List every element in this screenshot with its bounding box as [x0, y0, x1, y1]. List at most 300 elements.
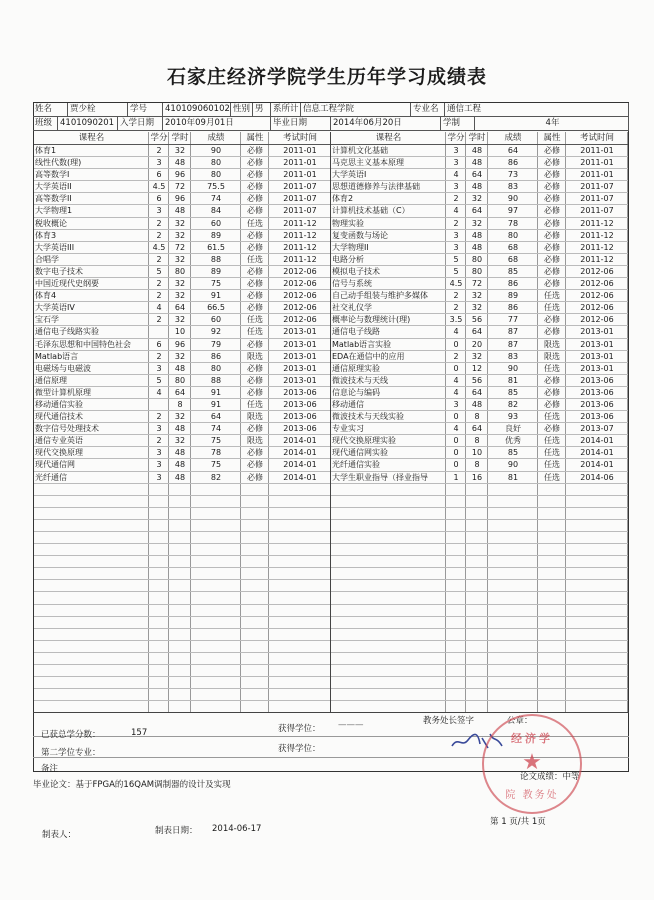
course-name	[331, 677, 446, 688]
course-time: 2014-01	[269, 472, 331, 483]
course-score	[191, 701, 241, 712]
course-name: Matlab语言	[34, 351, 149, 362]
course-hours: 32	[466, 193, 488, 204]
course-score: 91	[191, 290, 241, 301]
gender-label: 性别	[231, 103, 253, 117]
course-type	[538, 508, 566, 519]
course-type	[538, 617, 566, 628]
course-hours	[169, 701, 191, 712]
course-credit	[149, 568, 169, 579]
course-row	[331, 278, 628, 290]
course-credit: 3	[149, 205, 169, 216]
course-hours	[466, 580, 488, 591]
course-hours	[466, 532, 488, 543]
course-row	[331, 205, 628, 217]
course-name: 概率论与数理统计(理)	[331, 314, 446, 325]
course-type	[241, 580, 269, 591]
course-time	[566, 641, 628, 652]
course-name: 现代交换原理	[34, 447, 149, 458]
course-name	[331, 653, 446, 664]
course-type: 限选	[241, 411, 269, 422]
course-time	[269, 580, 331, 591]
course-score: 75	[191, 435, 241, 446]
right-course-rows	[331, 145, 628, 713]
course-score	[191, 689, 241, 700]
course-name: 高等数学I	[34, 169, 149, 180]
course-hours	[169, 544, 191, 555]
course-name	[34, 580, 149, 591]
course-hours: 32	[169, 290, 191, 301]
department: 信息工程学院	[301, 103, 411, 117]
course-name	[34, 568, 149, 579]
course-type: 必修	[538, 157, 566, 168]
course-name	[34, 653, 149, 664]
course-hours	[466, 689, 488, 700]
course-credit: 2	[446, 290, 466, 301]
course-type	[538, 496, 566, 507]
course-row	[34, 326, 331, 338]
course-credit: 4	[446, 205, 466, 216]
course-credit	[446, 605, 466, 616]
course-credit: 3	[446, 181, 466, 192]
course-time: 2014-01	[269, 459, 331, 470]
course-time: 2014-01	[269, 435, 331, 446]
course-name	[34, 617, 149, 628]
course-time	[269, 605, 331, 616]
course-score	[488, 689, 538, 700]
class-number: 4101090201	[58, 117, 118, 131]
course-hours: 8	[466, 459, 488, 470]
course-score: 91	[191, 399, 241, 410]
course-credit: 3	[149, 459, 169, 470]
course-time: 2014-01	[566, 447, 628, 458]
course-name: 税收概论	[34, 218, 149, 229]
course-row	[34, 351, 331, 363]
course-hours: 48	[169, 472, 191, 483]
course-hours: 64	[466, 169, 488, 180]
course-name: 通信原理	[34, 375, 149, 386]
course-hours: 10	[466, 447, 488, 458]
course-type: 必修	[241, 169, 269, 180]
course-score: 78	[488, 218, 538, 229]
course-type: 必修	[538, 169, 566, 180]
course-time: 2013-01	[269, 375, 331, 386]
course-type: 任选	[538, 302, 566, 313]
course-time: 2013-06	[269, 423, 331, 434]
course-name	[331, 496, 446, 507]
course-name: 大学物理1	[34, 205, 149, 216]
course-type: 必修	[241, 181, 269, 192]
course-time: 2011-12	[269, 254, 331, 265]
course-time: 2012-06	[566, 314, 628, 325]
course-credit: 2	[446, 302, 466, 313]
course-name: 大学英语I	[331, 169, 446, 180]
course-hours	[466, 641, 488, 652]
course-name: 微波技术与天线	[331, 375, 446, 386]
course-row	[331, 677, 628, 689]
course-row	[34, 508, 331, 520]
course-type	[538, 629, 566, 640]
course-time	[566, 689, 628, 700]
course-name: 复变函数与场论	[331, 230, 446, 241]
course-credit: 3	[149, 423, 169, 434]
course-hours: 96	[169, 169, 191, 180]
course-name: 通信专业英语	[34, 435, 149, 446]
course-credit	[149, 484, 169, 495]
course-type: 必修	[538, 145, 566, 156]
course-time: 2014-01	[566, 435, 628, 446]
course-type: 必修	[241, 339, 269, 350]
official-seal	[482, 714, 582, 814]
course-name	[34, 701, 149, 712]
dept-label: 系所计	[271, 103, 301, 117]
course-hours	[466, 544, 488, 555]
right-course-table	[331, 132, 628, 713]
course-credit: 2	[149, 218, 169, 229]
course-credit: 4.5	[446, 278, 466, 289]
course-credit	[446, 701, 466, 712]
course-name: 微型计算机原理	[34, 387, 149, 398]
course-hours: 32	[169, 230, 191, 241]
major-label: 专业名	[411, 103, 445, 117]
course-score: 81	[488, 472, 538, 483]
course-name: 大学英语II	[34, 181, 149, 192]
course-time: 2011-07	[269, 181, 331, 192]
course-type: 任选	[241, 254, 269, 265]
course-credit	[149, 399, 169, 410]
course-score: 86	[488, 278, 538, 289]
course-hours	[169, 484, 191, 495]
course-type: 任选	[538, 459, 566, 470]
course-row	[331, 496, 628, 508]
col-course: 课程名	[331, 132, 446, 144]
course-row	[34, 556, 331, 568]
office-signature-label: 教务处长签字	[423, 716, 475, 726]
course-row	[331, 423, 628, 435]
course-type: 限选	[538, 339, 566, 350]
course-time: 2011-01	[566, 145, 628, 156]
course-type	[241, 677, 269, 688]
course-time: 2014-01	[566, 459, 628, 470]
course-row	[34, 580, 331, 592]
course-row	[34, 423, 331, 435]
thesis-grade: 论文成绩：中等	[520, 772, 580, 782]
course-hours: 80	[169, 266, 191, 277]
course-hours	[466, 653, 488, 664]
course-credit: 4	[446, 326, 466, 337]
course-type	[538, 544, 566, 555]
course-row	[331, 181, 628, 193]
course-credit	[446, 544, 466, 555]
course-row	[34, 181, 331, 193]
course-score	[191, 605, 241, 616]
thesis-title: 基于FPGA的16QAM调制器的设计及实现	[75, 780, 231, 790]
course-credit: 0	[446, 447, 466, 458]
course-hours: 48	[169, 459, 191, 470]
course-time	[566, 605, 628, 616]
course-hours	[466, 568, 488, 579]
course-score	[488, 496, 538, 507]
course-hours: 64	[169, 387, 191, 398]
course-hours: 32	[169, 351, 191, 362]
course-score: 92	[191, 326, 241, 337]
course-type: 限选	[538, 351, 566, 362]
course-name: 专业实习	[331, 423, 446, 434]
course-type: 必修	[241, 387, 269, 398]
course-time	[566, 568, 628, 579]
course-time: 2012-06	[566, 266, 628, 277]
course-hours: 48	[169, 447, 191, 458]
course-row	[34, 339, 331, 351]
course-credit	[149, 653, 169, 664]
remark-label: 备注	[41, 764, 59, 774]
course-time: 2012-06	[269, 266, 331, 277]
course-score: 60	[191, 218, 241, 229]
course-time	[566, 677, 628, 688]
course-credit: 0	[446, 363, 466, 374]
course-credit: 5	[446, 254, 466, 265]
course-name: 体育2	[331, 193, 446, 204]
course-hours	[466, 665, 488, 676]
course-score	[488, 568, 538, 579]
course-score	[191, 617, 241, 628]
course-time: 2011-12	[566, 230, 628, 241]
course-row	[331, 653, 628, 665]
course-type	[241, 689, 269, 700]
course-row	[34, 375, 331, 387]
course-type: 必修	[241, 423, 269, 434]
course-name	[34, 520, 149, 531]
course-row	[34, 302, 331, 314]
course-type: 任选	[241, 314, 269, 325]
course-name	[331, 617, 446, 628]
course-name: 模拟电子技术	[331, 266, 446, 277]
left-course-rows	[34, 145, 331, 713]
course-score	[191, 532, 241, 543]
course-row	[34, 520, 331, 532]
course-type: 任选	[241, 218, 269, 229]
course-type: 必修	[241, 278, 269, 289]
course-name: EDA在通信中的应用	[331, 351, 446, 362]
course-row	[331, 459, 628, 471]
course-time: 2012-06	[566, 302, 628, 313]
course-row	[34, 641, 331, 653]
course-time: 2013-01	[566, 363, 628, 374]
course-hours: 48	[466, 181, 488, 192]
course-hours	[466, 629, 488, 640]
course-time: 2014-06	[566, 472, 628, 483]
course-name	[34, 605, 149, 616]
course-name: 移动通信	[331, 399, 446, 410]
course-name: 光纤通信	[34, 472, 149, 483]
course-row	[34, 411, 331, 423]
grad-date: 2014年06月20日	[331, 117, 441, 131]
course-name	[34, 544, 149, 555]
course-type	[241, 701, 269, 712]
course-credit: 0	[446, 339, 466, 350]
course-time	[566, 556, 628, 567]
course-time: 2011-12	[269, 242, 331, 253]
course-credit: 2	[149, 435, 169, 446]
course-hours: 8	[466, 435, 488, 446]
course-row	[331, 641, 628, 653]
course-time: 2013-01	[269, 351, 331, 362]
course-type	[538, 556, 566, 567]
seal-top-text: 经济学	[511, 732, 553, 745]
course-type	[241, 641, 269, 652]
course-time	[269, 617, 331, 628]
course-type	[241, 592, 269, 603]
course-credit: 6	[149, 169, 169, 180]
course-score: 73	[488, 169, 538, 180]
course-name	[34, 641, 149, 652]
course-hours	[169, 617, 191, 628]
course-type	[538, 592, 566, 603]
course-row	[34, 193, 331, 205]
course-score: 85	[488, 387, 538, 398]
course-type	[241, 665, 269, 676]
course-hours: 32	[169, 314, 191, 325]
course-name	[331, 508, 446, 519]
course-score	[488, 580, 538, 591]
course-score	[488, 592, 538, 603]
course-name	[331, 568, 446, 579]
right-column-header	[331, 132, 628, 145]
course-score: 60	[191, 314, 241, 325]
course-row	[331, 326, 628, 338]
course-name: 大学英语III	[34, 242, 149, 253]
course-type	[241, 508, 269, 519]
course-score: 82	[488, 399, 538, 410]
course-type	[241, 653, 269, 664]
course-score: 80	[488, 230, 538, 241]
course-credit: 4	[446, 387, 466, 398]
course-time: 2013-01	[269, 363, 331, 374]
course-row	[34, 472, 331, 484]
course-hours: 72	[169, 242, 191, 253]
course-hours: 48	[466, 399, 488, 410]
course-time: 2013-06	[269, 399, 331, 410]
course-time: 2013-01	[269, 339, 331, 350]
course-score: 78	[191, 447, 241, 458]
course-name	[331, 520, 446, 531]
course-credit: 4	[446, 375, 466, 386]
course-type: 必修	[241, 363, 269, 374]
course-hours	[466, 605, 488, 616]
course-score: 优秀	[488, 435, 538, 446]
course-score: 84	[191, 205, 241, 216]
course-name: 数字信号处理技术	[34, 423, 149, 434]
course-credit	[446, 532, 466, 543]
course-credit: 3	[149, 363, 169, 374]
course-credit: 3	[446, 145, 466, 156]
course-hours: 32	[169, 435, 191, 446]
course-credit: 3	[446, 242, 466, 253]
course-time	[566, 520, 628, 531]
col-type: 属性	[538, 132, 566, 144]
course-time: 2011-12	[269, 230, 331, 241]
course-type: 必修	[538, 218, 566, 229]
page-title: 石家庄经济学院学生历年学习成绩表	[166, 66, 487, 88]
course-type	[538, 605, 566, 616]
course-name: 通信原理实验	[331, 363, 446, 374]
course-score: 90	[191, 145, 241, 156]
course-type: 必修	[538, 399, 566, 410]
course-hours	[169, 556, 191, 567]
course-time	[269, 484, 331, 495]
course-type	[538, 677, 566, 688]
course-time	[566, 592, 628, 603]
course-hours: 48	[169, 423, 191, 434]
course-credit	[149, 629, 169, 640]
course-type: 必修	[538, 314, 566, 325]
course-row	[34, 254, 331, 266]
course-time: 2012-06	[566, 278, 628, 289]
course-score	[191, 592, 241, 603]
course-score: 93	[488, 411, 538, 422]
course-row	[331, 254, 628, 266]
thesis-label: 毕业论文：	[33, 780, 76, 790]
course-credit: 3	[149, 472, 169, 483]
course-name: 毛泽东思想和中国特色社会	[34, 339, 149, 350]
course-row	[331, 314, 628, 326]
course-hours: 32	[466, 351, 488, 362]
course-row	[34, 665, 331, 677]
course-hours	[169, 677, 191, 688]
course-credit: 2	[149, 145, 169, 156]
course-credit	[446, 520, 466, 531]
course-type	[241, 605, 269, 616]
course-row	[331, 242, 628, 254]
course-score: 90	[488, 363, 538, 374]
course-hours: 80	[466, 254, 488, 265]
course-name	[34, 665, 149, 676]
course-hours	[169, 520, 191, 531]
course-hours: 32	[169, 278, 191, 289]
course-credit: 0	[446, 459, 466, 470]
course-row	[331, 508, 628, 520]
course-name	[331, 556, 446, 567]
course-type: 必修	[538, 205, 566, 216]
course-type: 限选	[241, 435, 269, 446]
course-score: 89	[488, 290, 538, 301]
course-name: 大学生职业指导（择业指导	[331, 472, 446, 483]
course-time	[269, 641, 331, 652]
course-time: 2013-07	[566, 423, 628, 434]
course-time: 2013-01	[566, 339, 628, 350]
course-type	[538, 641, 566, 652]
course-credit	[446, 508, 466, 519]
course-credit	[446, 689, 466, 700]
course-credit: 2	[446, 218, 466, 229]
course-score	[488, 617, 538, 628]
course-score	[488, 520, 538, 531]
course-score: 89	[191, 230, 241, 241]
course-credit	[149, 665, 169, 676]
course-credit	[446, 580, 466, 591]
student-name: 贾少栓	[68, 103, 128, 117]
course-type: 必修	[538, 242, 566, 253]
course-row	[331, 605, 628, 617]
course-type: 必修	[538, 230, 566, 241]
course-time	[269, 520, 331, 531]
course-credit: 5	[149, 266, 169, 277]
course-name: 宝石学	[34, 314, 149, 325]
course-name: 大学英语IV	[34, 302, 149, 313]
info-row-2	[33, 117, 629, 131]
course-credit	[149, 580, 169, 591]
course-score	[488, 629, 538, 640]
